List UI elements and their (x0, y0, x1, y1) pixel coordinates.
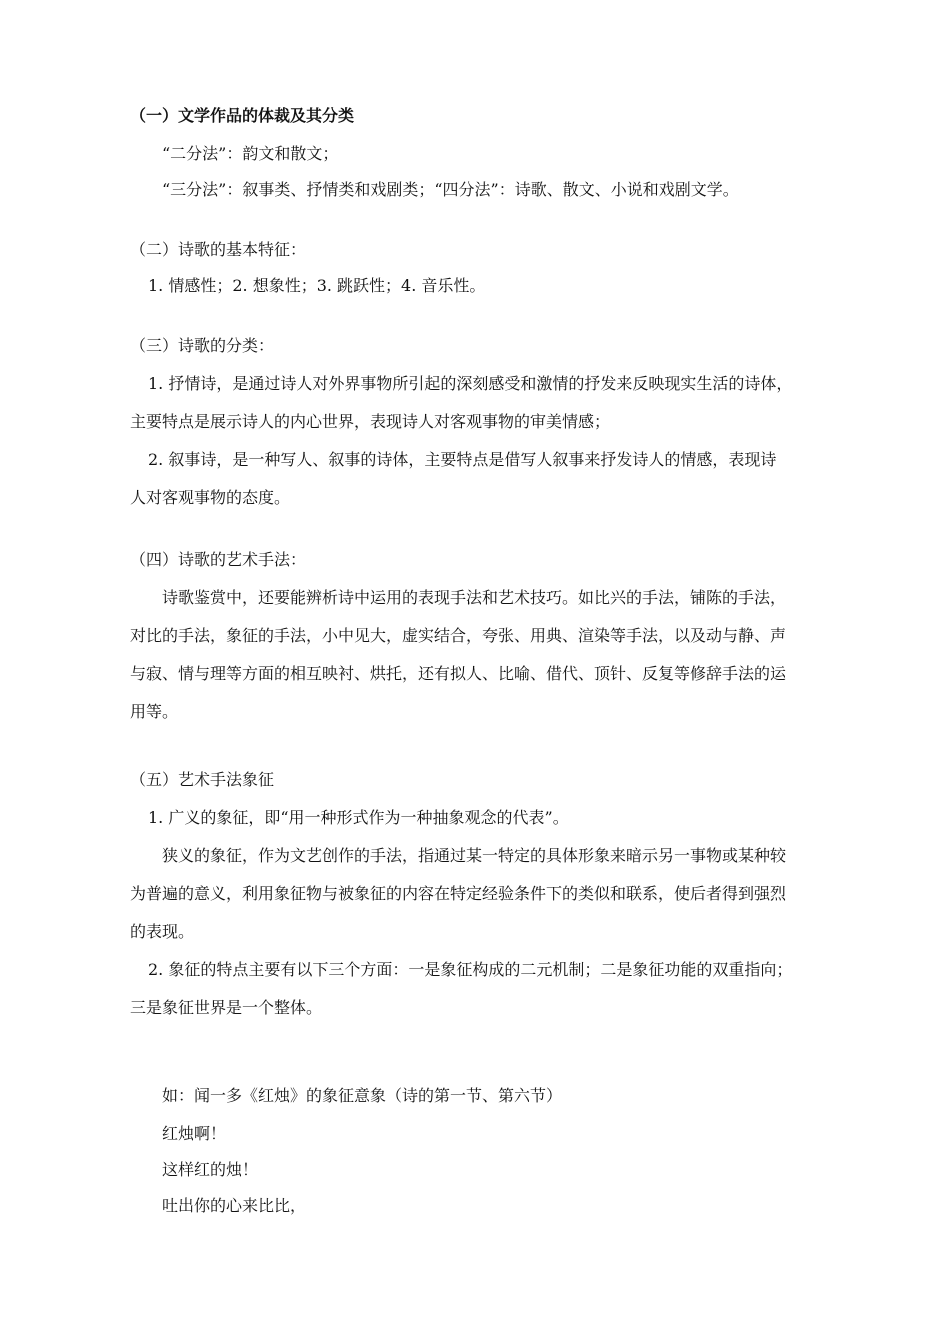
section-1-line-2: “三分法”：叙事类、抒情类和戏剧类；“四分法”：诗歌、散文、小说和戏剧文学。 (162, 180, 739, 199)
section-3-heading: （三）诗歌的分类： (130, 336, 275, 355)
section-4-line-3: 与寂、情与理等方面的相互映衬、烘托，还有拟人、比喻、借代、顶针、反复等修辞手法的运 (130, 664, 787, 683)
section-5-line-1: 1. 广义的象征，即“用一种形式作为一种抽象观念的代表”。 (148, 808, 569, 827)
poem-line-3: 吐出你的心来比比， (162, 1196, 307, 1215)
section-3-para-1-line-1: 1. 抒情诗，是通过诗人对外界事物所引起的深刻感受和激情的抒发来反映现实生活的诗体， (148, 374, 793, 393)
section-5-line-5: 2. 象征的特点主要有以下三个方面：一是象征构成的二元机制；二是象征功能的双重指向； (148, 960, 793, 979)
example-intro: 如：闻一多《红烛》的象征意象（诗的第一节、第六节） (162, 1086, 563, 1105)
section-2-line-1: 1. 情感性；2. 想象性；3. 跳跃性；4. 音乐性。 (148, 276, 486, 295)
section-5-line-2: 狭义的象征，作为文艺创作的手法，指通过某一特定的具体形象来暗示另一事物或某种较 (162, 846, 787, 865)
section-4-line-1: 诗歌鉴赏中，还要能辨析诗中运用的表现手法和艺术技巧。如比兴的手法，铺陈的手法， (162, 588, 787, 607)
section-3-para-2-line-2: 人对客观事物的态度。 (130, 488, 291, 507)
section-4-line-4: 用等。 (130, 702, 179, 721)
section-1-heading: （一）文学作品的体裁及其分类 (130, 106, 355, 125)
section-5-line-6: 三是象征世界是一个整体。 (130, 998, 323, 1017)
section-5-line-3: 为普遍的意义，利用象征物与被象征的内容在特定经验条件下的类似和联系，使后者得到强烈 (130, 884, 787, 903)
section-2-heading: （二）诗歌的基本特征： (130, 240, 307, 259)
section-3-para-1-line-2: 主要特点是展示诗人的内心世界，表现诗人对客观事物的审美情感； (130, 412, 611, 431)
section-5-line-4: 的表现。 (130, 922, 195, 941)
section-1-line-1: “二分法”：韵文和散文； (162, 144, 339, 163)
section-4-heading: （四）诗歌的艺术手法： (130, 550, 307, 569)
poem-line-1: 红烛啊！ (162, 1124, 227, 1143)
poem-line-2: 这样红的烛！ (162, 1160, 259, 1179)
section-3-para-2-line-1: 2. 叙事诗，是一种写人、叙事的诗体，主要特点是借写人叙事来抒发诗人的情感，表现诗 (148, 450, 777, 469)
section-5-heading: （五）艺术手法象征 (130, 770, 275, 789)
section-4-line-2: 对比的手法，象征的手法，小中见大，虚实结合，夸张、用典、渲染等手法，以及动与静、声 (130, 626, 787, 645)
